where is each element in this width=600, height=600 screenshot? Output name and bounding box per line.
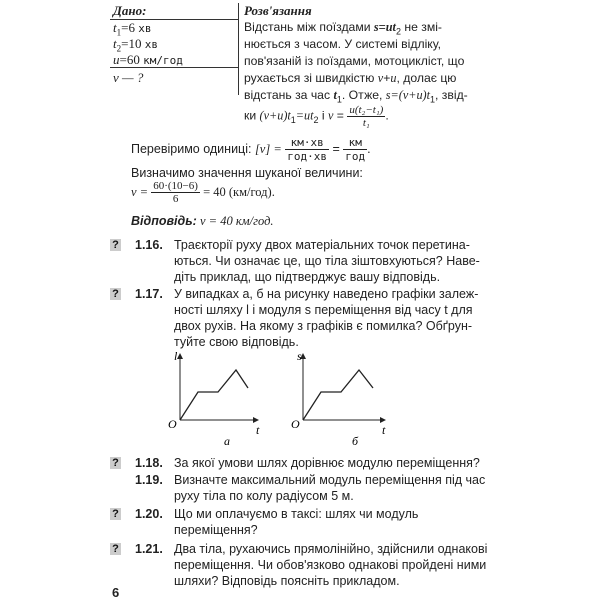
given-find: v — ? [113,70,144,85]
question-text: Що ми оплачуємо в таксі: шлях чи модуль переміщення? [174,507,419,537]
graph-a-caption: а [224,434,230,448]
graph-a [168,349,260,437]
graph-a-line [180,370,248,420]
question-mark-icon: ? [110,508,121,520]
given-t1: $t_1=6$ хв [113,20,152,38]
value-calc-label: Визначимо значення шуканої величини: [131,166,363,180]
graph-a-origin: O [168,417,177,431]
graph-b-y-label: s [297,349,302,363]
given-divider [110,67,238,68]
graph-b-caption: б [352,434,359,448]
question-mark-icon: ? [110,288,121,300]
question-number: 1.16. [135,238,163,252]
question-text: За якої умови шлях дорівнює модулю переміщення? [174,456,480,470]
units-fraction-2: $\frac{км}{\text{год}}$ [345,136,366,163]
question-mark-icon: ? [110,543,121,555]
question-text: Траєкторії руху двох матеріальних точок перетинаються. Чи означає це, що тіла зіштовхуються? Наведіть приклад, що підтверджує вашу відповідь. [174,238,480,284]
solution-line-4: рухається зі швидкістю v+u, долає цю [244,71,457,85]
solution-line-5: відстань за час $t_1$. Отже, $s=(v+u)t_1$, звід- [244,88,468,105]
value-fraction: $\frac{60\cdot(10-6)}{6}$ [153,180,198,205]
motion-graphs [160,348,410,448]
question-text: У випадках а, б на рисунку наведено графіки залежності шляху l і модуля s переміщення від часу t для двох рухів. На якому з графіків є помилка? Обґрунтуйте свою відповідь. [174,287,479,349]
graph-a-x-label: t [256,423,260,437]
graph-b-x-label: t [382,423,386,437]
question-text: Два тіла, рухаючись прямолінійно, здійснили однакові переміщення. Чи обов'язково однакові пройдені ними шляхи? Відповідь поясніть прикладом. [174,542,488,588]
given-title: Дано: [113,3,147,18]
given-t2: $t_2=10$ хв [113,36,158,54]
solution-fraction: $\frac{\text{u(t₂−t₁)}}{\text{t₁}}$ [349,104,384,129]
solution-line-2: нюється з часом. У системі відліку, [244,37,442,51]
graph-b-origin: O [291,417,300,431]
given-u: u=60 км/год [113,52,183,67]
question-mark-icon: ? [110,239,121,251]
question-number: 1.17. [135,287,163,301]
solution-title: Розв'язання [244,3,312,18]
answer: Відповідь: v = 40 км/год. [131,214,274,228]
graph-b [291,349,386,437]
solution-line-6: ки $(v+u)t_1=ut_2$ і v = $\frac{\text{u(t₂−t₁)}}{\text{t₁}}$ . [244,104,389,129]
solution-line-3: пов'язаній із поїздами, мотоцикліст, що [244,54,465,68]
question-number: 1.18. [135,456,163,470]
solution-line-1: Відстань між поїздами $s=ut_2$ не змі- [244,20,442,37]
question-number: 1.19. [135,473,163,487]
question-mark-icon: ? [110,457,121,469]
graph-b-line [303,370,373,420]
units-fraction-1: $\frac{км\cdot хв}{\text{год·хв}}$ [287,136,328,163]
question-number: 1.20. [135,507,163,521]
value-calc-formula: v = $\frac{60\cdot(10-6)}{6}$ = 40 (км/год). [131,180,275,205]
question-text: Визначте максимальний модуль переміщення під час руху тіла по колу радіусом 5 м. [174,473,486,503]
question-number: 1.21. [135,542,163,556]
units-check: Перевіримо одиниці: [v] = $\frac{км\cdot хв}{\text{год·хв}}$ = $\frac{км}{\text{год}}$ . [131,136,371,163]
page-number: 6 [112,585,120,600]
graph-a-y-label: l [174,349,178,363]
